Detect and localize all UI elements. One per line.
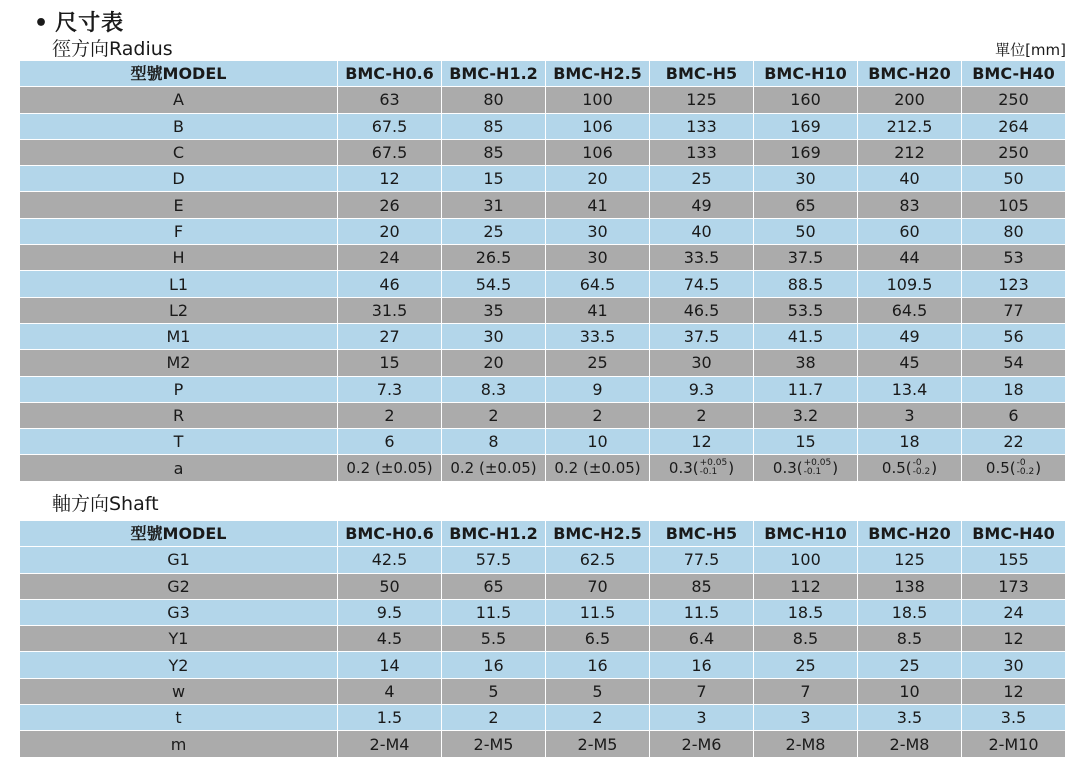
table-cell: 14 (338, 652, 442, 678)
table-cell: 133 (650, 139, 754, 165)
table-cell: 85 (442, 139, 546, 165)
table-cell: 77.5 (650, 547, 754, 573)
table-cell: 7 (754, 678, 858, 704)
table-cell: 2-M10 (962, 731, 1066, 757)
row-label-cell: w (20, 678, 338, 704)
table-cell: 7.3 (338, 376, 442, 402)
table-cell: 8.5 (754, 626, 858, 652)
table-cell: 88.5 (754, 271, 858, 297)
table-cell: 3.5 (858, 705, 962, 731)
table-cell: 53.5 (754, 297, 858, 323)
table-cell: 0.3( +0.05 -0.1 ) (650, 455, 754, 481)
header-cell: BMC-H5 (650, 521, 754, 547)
table-cell: 10 (858, 678, 962, 704)
table-cell: 30 (754, 166, 858, 192)
row-label-cell: M2 (20, 350, 338, 376)
table-cell: 2-M5 (546, 731, 650, 757)
table-cell: 100 (546, 87, 650, 113)
header-cell: BMC-H2.5 (546, 61, 650, 87)
table-cell: 20 (338, 218, 442, 244)
table-cell: 3.2 (754, 402, 858, 428)
radius-dimension-table (19, 60, 1066, 482)
table-cell: 3 (650, 705, 754, 731)
table-cell: 30 (650, 350, 754, 376)
table-cell: 35 (442, 297, 546, 323)
table-cell: 106 (546, 139, 650, 165)
table-cell: 5 (442, 678, 546, 704)
table-cell: 212 (858, 139, 962, 165)
table-cell: 250 (962, 139, 1066, 165)
table-cell: 11.5 (442, 599, 546, 625)
table-cell: 85 (442, 113, 546, 139)
table-cell: 9.5 (338, 599, 442, 625)
table-cell: 22 (962, 429, 1066, 455)
table-cell: 250 (962, 87, 1066, 113)
table-cell: 63 (338, 87, 442, 113)
table-cell: 31.5 (338, 297, 442, 323)
table-cell: 2 (338, 402, 442, 428)
header-cell: BMC-H0.6 (338, 521, 442, 547)
row-label-cell: m (20, 731, 338, 757)
table-cell: 65 (754, 192, 858, 218)
header-cell: BMC-H20 (858, 61, 962, 87)
table-cell: 112 (754, 573, 858, 599)
row-label-cell: Y1 (20, 626, 338, 652)
table-cell: 169 (754, 113, 858, 139)
table-cell: 1.5 (338, 705, 442, 731)
table-cell: 31 (442, 192, 546, 218)
row-label-cell: L2 (20, 297, 338, 323)
table-row (20, 573, 1066, 599)
bullet-icon: • (34, 11, 50, 36)
table-cell: 4 (338, 678, 442, 704)
row-label-cell: L1 (20, 271, 338, 297)
table-cell: 20 (442, 350, 546, 376)
row-label-cell: A (20, 87, 338, 113)
table-cell: 16 (546, 652, 650, 678)
table-cell: 8.3 (442, 376, 546, 402)
tolerance-fraction: +0.05 -0.1 (803, 458, 832, 478)
header-cell: 型號MODEL (20, 521, 338, 547)
table-cell: 44 (858, 245, 962, 271)
table-cell: 200 (858, 87, 962, 113)
table-cell: 106 (546, 113, 650, 139)
table-cell: 80 (442, 87, 546, 113)
table-cell: 125 (650, 87, 754, 113)
header-cell: 型號MODEL (20, 61, 338, 87)
table-row (20, 139, 1066, 165)
table-cell: 20 (546, 166, 650, 192)
header-cell: BMC-H1.2 (442, 61, 546, 87)
table-cell: 6.4 (650, 626, 754, 652)
table-cell: 15 (338, 350, 442, 376)
table-cell: 160 (754, 87, 858, 113)
table-cell: 83 (858, 192, 962, 218)
table-cell: 12 (962, 626, 1066, 652)
table-cell: 30 (442, 323, 546, 349)
table-cell: 74.5 (650, 271, 754, 297)
table-cell: 18 (858, 429, 962, 455)
table-row (20, 626, 1066, 652)
table-cell: 155 (962, 547, 1066, 573)
row-label-cell: a (20, 455, 338, 481)
table-cell: 3 (754, 705, 858, 731)
table-cell: 26 (338, 192, 442, 218)
table-cell: 24 (338, 245, 442, 271)
row-label-cell: M1 (20, 323, 338, 349)
table-cell: 25 (858, 652, 962, 678)
unit-label: 單位[mm] (995, 41, 1066, 59)
table-row (20, 166, 1066, 192)
table-row (20, 245, 1066, 271)
row-label-cell: E (20, 192, 338, 218)
header-cell: BMC-H10 (754, 61, 858, 87)
table-cell: 2-M6 (650, 731, 754, 757)
table-row (20, 218, 1066, 244)
table-cell: 0.2 (±0.05) (338, 455, 442, 481)
header-cell: BMC-H1.2 (442, 521, 546, 547)
table-cell: 77 (962, 297, 1066, 323)
table-cell: 53 (962, 245, 1066, 271)
table-cell: 26.5 (442, 245, 546, 271)
table-cell: 264 (962, 113, 1066, 139)
table-cell: 64.5 (546, 271, 650, 297)
table-cell: 125 (858, 547, 962, 573)
table-cell: 10 (546, 429, 650, 455)
table-cell: 100 (754, 547, 858, 573)
table-cell: 6.5 (546, 626, 650, 652)
table-cell: 37.5 (650, 323, 754, 349)
header-cell: BMC-H2.5 (546, 521, 650, 547)
table-cell: 2-M5 (442, 731, 546, 757)
table-row (20, 297, 1066, 323)
table-row (20, 350, 1066, 376)
table-cell: 41.5 (754, 323, 858, 349)
table-cell: 5.5 (442, 626, 546, 652)
table-cell: 109.5 (858, 271, 962, 297)
table-cell: 11.5 (650, 599, 754, 625)
row-label-cell: T (20, 429, 338, 455)
table-cell: 3.5 (962, 705, 1066, 731)
table-cell: 0.2 (±0.05) (546, 455, 650, 481)
table-cell: 12 (338, 166, 442, 192)
table-row (20, 731, 1066, 757)
shaft-dimension-table (19, 520, 1066, 758)
table-cell: 42.5 (338, 547, 442, 573)
table-cell: 8 (442, 429, 546, 455)
table-row (20, 192, 1066, 218)
table-cell: 25 (546, 350, 650, 376)
table-cell: 56 (962, 323, 1066, 349)
table-cell: 123 (962, 271, 1066, 297)
table-cell: 2 (546, 705, 650, 731)
table-cell: 40 (650, 218, 754, 244)
table-row (20, 678, 1066, 704)
page-title (34, 6, 124, 37)
table-cell: 18 (962, 376, 1066, 402)
table-row (20, 652, 1066, 678)
table-cell: 9.3 (650, 376, 754, 402)
header-cell: BMC-H20 (858, 521, 962, 547)
table-cell: 70 (546, 573, 650, 599)
table-cell: 27 (338, 323, 442, 349)
shaft-section-label: 軸方向Shaft (52, 493, 159, 515)
table-cell: 46.5 (650, 297, 754, 323)
table-cell: 0.3( +0.05 -0.1 ) (754, 455, 858, 481)
table-cell: 15 (442, 166, 546, 192)
table-cell: 62.5 (546, 547, 650, 573)
table-cell: 30 (546, 245, 650, 271)
table-cell: 67.5 (338, 139, 442, 165)
table-cell: 6 (338, 429, 442, 455)
row-label-cell: P (20, 376, 338, 402)
table-cell: 11.7 (754, 376, 858, 402)
table-cell: 13.4 (858, 376, 962, 402)
table-cell: 80 (962, 218, 1066, 244)
table-cell: 5 (546, 678, 650, 704)
table-cell: 138 (858, 573, 962, 599)
table-cell: 16 (650, 652, 754, 678)
table-row (20, 402, 1066, 428)
row-label-cell: G3 (20, 599, 338, 625)
table-cell: 2-M4 (338, 731, 442, 757)
table-cell: 7 (650, 678, 754, 704)
table-row (20, 705, 1066, 731)
table-cell: 41 (546, 192, 650, 218)
table-cell: 67.5 (338, 113, 442, 139)
table-cell: 65 (442, 573, 546, 599)
header-cell: BMC-H40 (962, 521, 1066, 547)
table-cell: 2-M8 (858, 731, 962, 757)
table-cell: 54 (962, 350, 1066, 376)
table-cell: 8.5 (858, 626, 962, 652)
table-cell: 49 (858, 323, 962, 349)
table-cell: 2 (442, 705, 546, 731)
table-cell: 11.5 (546, 599, 650, 625)
table-header-row (20, 61, 1066, 87)
title-text: 尺寸表 (55, 11, 125, 36)
table-cell: 25 (754, 652, 858, 678)
table-cell: 0.5( -0 -0.2 ) (962, 455, 1066, 481)
table-cell: 85 (650, 573, 754, 599)
table-cell: 25 (442, 218, 546, 244)
table-row (20, 599, 1066, 625)
table-cell: 30 (546, 218, 650, 244)
table-row (20, 455, 1066, 481)
row-label-cell: C (20, 139, 338, 165)
table-cell: 50 (962, 166, 1066, 192)
table-cell: 45 (858, 350, 962, 376)
table-header-row (20, 521, 1066, 547)
table-cell: 24 (962, 599, 1066, 625)
row-label-cell: D (20, 166, 338, 192)
table-cell: 60 (858, 218, 962, 244)
table-cell: 18.5 (754, 599, 858, 625)
table-cell: 18.5 (858, 599, 962, 625)
table-cell: 2 (650, 402, 754, 428)
table-cell: 33.5 (650, 245, 754, 271)
header-cell: BMC-H40 (962, 61, 1066, 87)
table-cell: 0.2 (±0.05) (442, 455, 546, 481)
table-cell: 54.5 (442, 271, 546, 297)
table-cell: 50 (338, 573, 442, 599)
table-cell: 37.5 (754, 245, 858, 271)
table-cell: 212.5 (858, 113, 962, 139)
table-cell: 25 (650, 166, 754, 192)
radius-section-label: 徑方向Radius (52, 38, 173, 60)
table-cell: 3 (858, 402, 962, 428)
table-cell: 0.5( -0 -0.2 ) (858, 455, 962, 481)
table-cell: 2 (442, 402, 546, 428)
header-cell: BMC-H0.6 (338, 61, 442, 87)
row-label-cell: G2 (20, 573, 338, 599)
table-row (20, 87, 1066, 113)
row-label-cell: F (20, 218, 338, 244)
table-cell: 133 (650, 113, 754, 139)
table-cell: 64.5 (858, 297, 962, 323)
table-cell: 169 (754, 139, 858, 165)
table-cell: 105 (962, 192, 1066, 218)
row-label-cell: B (20, 113, 338, 139)
table-row (20, 547, 1066, 573)
tolerance-fraction: +0.05 -0.1 (699, 458, 728, 478)
table-cell: 12 (650, 429, 754, 455)
table-cell: 16 (442, 652, 546, 678)
row-label-cell: Y2 (20, 652, 338, 678)
table-cell: 6 (962, 402, 1066, 428)
table-cell: 33.5 (546, 323, 650, 349)
table-cell: 40 (858, 166, 962, 192)
table-cell: 12 (962, 678, 1066, 704)
tolerance-fraction: -0 -0.2 (1016, 458, 1035, 478)
header-cell: BMC-H10 (754, 521, 858, 547)
table-cell: 41 (546, 297, 650, 323)
row-label-cell: t (20, 705, 338, 731)
tolerance-fraction: -0 -0.2 (912, 458, 931, 478)
table-cell: 38 (754, 350, 858, 376)
row-label-cell: H (20, 245, 338, 271)
table-cell: 15 (754, 429, 858, 455)
table-cell: 57.5 (442, 547, 546, 573)
table-row (20, 429, 1066, 455)
table-row (20, 113, 1066, 139)
row-label-cell: R (20, 402, 338, 428)
table-row (20, 323, 1066, 349)
table-row (20, 271, 1066, 297)
table-cell: 173 (962, 573, 1066, 599)
table-cell: 50 (754, 218, 858, 244)
table-cell: 2 (546, 402, 650, 428)
table-cell: 49 (650, 192, 754, 218)
header-cell: BMC-H5 (650, 61, 754, 87)
table-cell: 30 (962, 652, 1066, 678)
row-label-cell: G1 (20, 547, 338, 573)
table-cell: 46 (338, 271, 442, 297)
table-cell: 9 (546, 376, 650, 402)
table-cell: 4.5 (338, 626, 442, 652)
table-cell: 2-M8 (754, 731, 858, 757)
table-row (20, 376, 1066, 402)
